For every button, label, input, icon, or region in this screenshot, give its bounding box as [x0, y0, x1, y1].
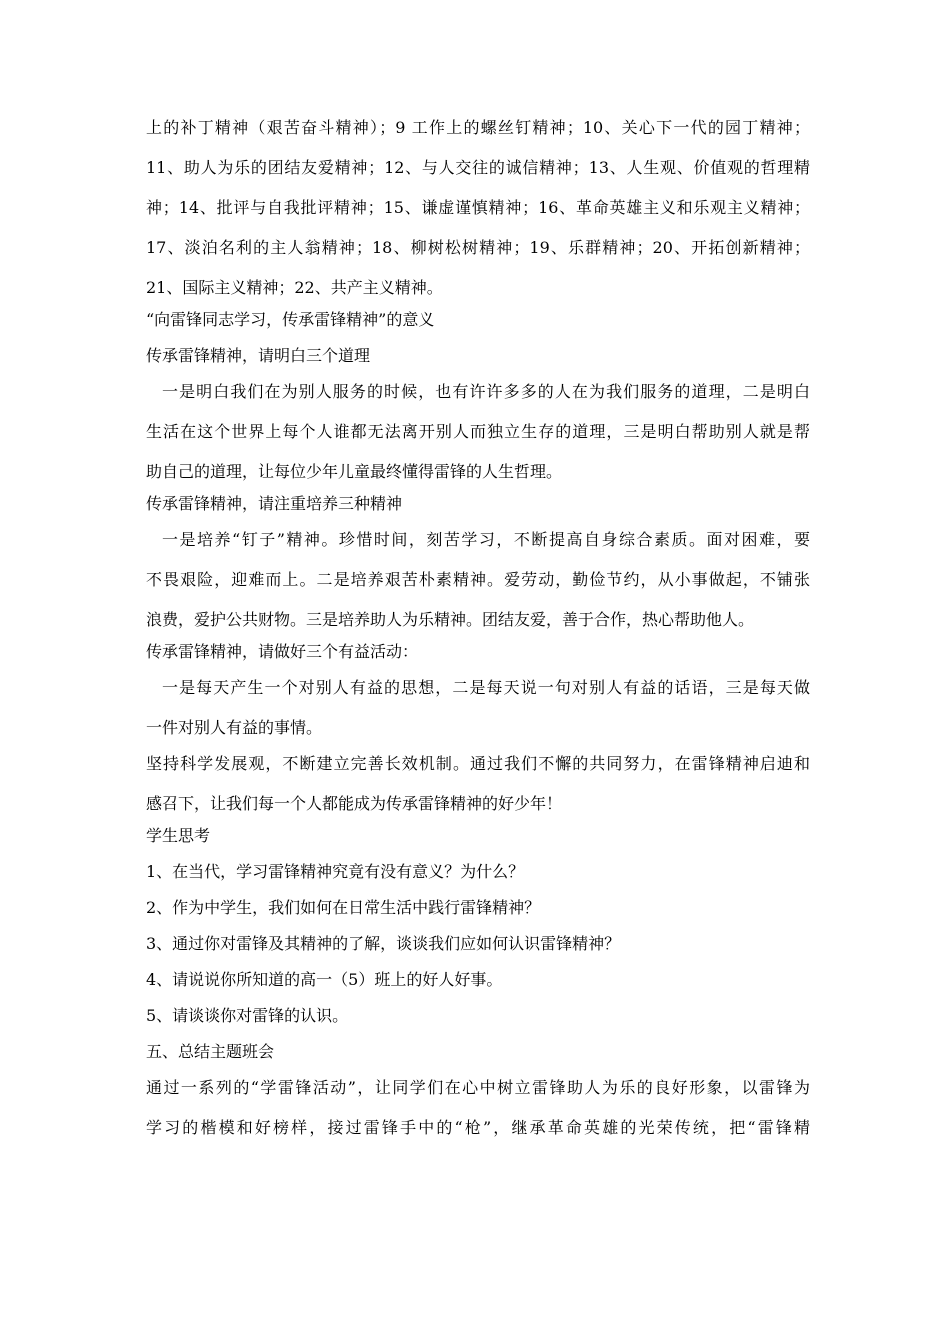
text-line: 11、助人为乐的团结友爱精神；12、与人交往的诚信精神；13、人生观、价值观的哲理精 [146, 158, 810, 177]
text-line: 不畏艰险，迎难而上。二是培养艰苦朴素精神。爱劳动，勤俭节约，从小事做起，不铺张 [146, 570, 810, 589]
question-item: 3、通过你对雷锋及其精神的了解，谈谈我们应如何认识雷锋精神？ [146, 934, 621, 953]
question-item: 4、请说说你所知道的高一（5）班上的好人好事。 [146, 970, 503, 989]
question-item: 2、作为中学生，我们如何在日常生活中践行雷锋精神？ [146, 898, 541, 917]
text-line: 21、国际主义精神；22、共产主义精神。 [146, 278, 443, 297]
text-line: 一件对别人有益的事情。 [146, 718, 323, 737]
text-line: 助自己的道理，让每位少年儿童最终懂得雷锋的人生哲理。 [146, 462, 563, 481]
spirits-paragraph [146, 118, 810, 298]
question-item: 1、在当代，学习雷锋精神究竟有没有意义？为什么？ [146, 862, 525, 881]
summary-paragraph [146, 1078, 810, 1138]
document-page [146, 118, 810, 1138]
mechanism-paragraph [146, 754, 810, 814]
text-line: 上的补丁精神（艰苦奋斗精神）；9 工作上的螺丝钉精神；10、关心下一代的园丁精神； [146, 118, 810, 137]
heading-three-truths: 传承雷锋精神，请明白三个道理 [146, 346, 371, 365]
heading-three-activities: 传承雷锋精神，请做好三个有益活动： [146, 642, 419, 661]
heading-student-thinking: 学生思考 [146, 826, 211, 845]
text-line: 神；14、批评与自我批评精神；15、谦虚谨慎精神；16、革命英雄主义和乐观主义精神； [146, 198, 810, 217]
heading-summary: 五、总结主题班会 [146, 1042, 275, 1061]
questions-list [146, 862, 810, 1026]
question-item: 5、请谈谈你对雷锋的认识。 [146, 1006, 349, 1025]
three-activities-paragraph [146, 678, 810, 738]
text-line: 学习的楷模和好榜样，接过雷锋手中的“枪”，继承革命英雄的光荣传统，把“雷锋精 [146, 1118, 810, 1137]
text-line: 一是明白我们在为别人服务的时候，也有许许多多的人在为我们服务的道理，二是明白 [162, 382, 810, 401]
text-line: 坚持科学发展观，不断建立完善长效机制。通过我们不懈的共同努力，在雷锋精神启迪和 [146, 754, 810, 773]
three-spirits-paragraph [146, 530, 810, 630]
three-truths-paragraph [146, 382, 810, 482]
heading-meaning: “向雷锋同志学习，传承雷锋精神”的意义 [146, 310, 435, 329]
text-line: 17、淡泊名利的主人翁精神；18、柳树松树精神；19、乐群精神；20、开拓创新精神； [146, 238, 810, 257]
text-line: 通过一系列的“学雷锋活动”，让同学们在心中树立雷锋助人为乐的良好形象，以雷锋为 [146, 1078, 810, 1097]
text-line: 浪费，爱护公共财物。三是培养助人为乐精神。团结友爱，善于合作，热心帮助他人。 [146, 610, 755, 629]
heading-three-spirits: 传承雷锋精神，请注重培养三种精神 [146, 494, 403, 513]
text-line: 一是培养“钉子”精神。珍惜时间，刻苦学习，不断提高自身综合素质。面对困难，要 [162, 530, 810, 549]
text-line: 感召下，让我们每一个人都能成为传承雷锋精神的好少年！ [146, 794, 563, 813]
text-line: 一是每天产生一个对别人有益的思想，二是每天说一句对别人有益的话语，三是每天做 [162, 678, 810, 697]
text-line: 生活在这个世界上每个人谁都无法离开别人而独立生存的道理，三是明白帮助别人就是帮 [146, 422, 810, 441]
